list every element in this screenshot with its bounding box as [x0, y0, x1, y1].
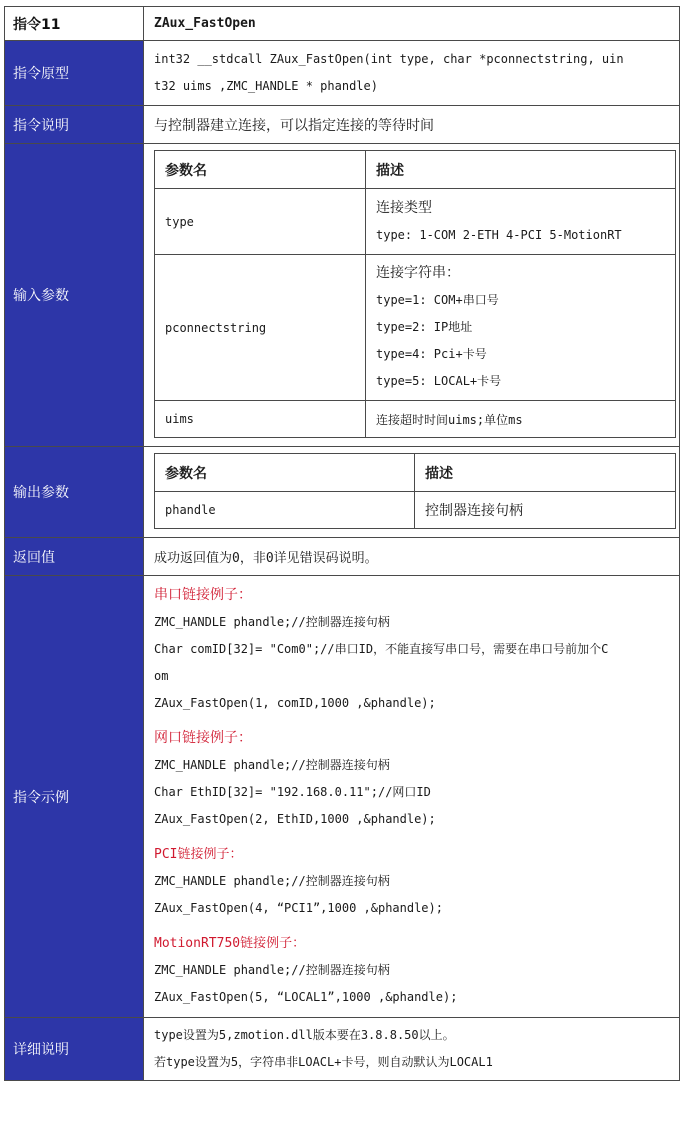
prototype-row: [5, 41, 680, 106]
example-code-line: ZMC_HANDLE phandle;//控制器连接句柄: [154, 874, 390, 888]
param-row-phandle: [155, 492, 676, 529]
input-params-label: 输入参数: [5, 144, 144, 447]
return-value-row: [5, 538, 680, 576]
param-desc-line: 连接字符串：: [376, 265, 460, 281]
param-desc-header: 描述: [366, 151, 676, 189]
output-params-header: [155, 454, 676, 492]
example-title-ethernet: 网口链接例子：: [154, 730, 252, 746]
param-name: pconnectstring: [155, 255, 366, 401]
param-desc-line: type: 1-COM 2-ETH 4-PCI 5-MotionRT: [376, 227, 622, 242]
param-desc: 控制器连接句柄: [415, 492, 676, 529]
examples-cell: [144, 576, 680, 1018]
param-row-pconnectstring: [155, 255, 676, 401]
input-params-table: [154, 150, 676, 438]
param-name: type: [155, 189, 366, 255]
param-desc: [366, 189, 676, 255]
example-code-line: Char EthID[32]= "192.168.0.11";//网口ID: [154, 785, 431, 799]
example-code-line: ZAux_FastOpen(1, comID,1000 ,&phandle);: [154, 696, 436, 710]
output-params-row: [5, 447, 680, 538]
example-title-pci: PCI链接例子：: [154, 847, 243, 862]
example-code-line: om: [154, 669, 169, 683]
example-title-motionrt: MotionRT750链接例子：: [154, 936, 306, 951]
details-cell: [144, 1018, 680, 1081]
header-label: 指令11: [5, 7, 144, 41]
example-title-serial: 串口链接例子：: [154, 587, 252, 603]
description-row: [5, 106, 680, 144]
prototype-value: [144, 41, 680, 106]
output-params-cell: [144, 447, 680, 538]
param-desc-line: type=1: COM+串口号: [376, 293, 499, 307]
details-line: 若type设置为5，字符串非LOACL+卡号，则自动默认为LOCAL1: [154, 1055, 493, 1069]
return-value-label: 返回值: [5, 538, 144, 576]
prototype-line: t32 uims ,ZMC_HANDLE * phandle): [154, 79, 378, 93]
examples-label: 指令示例: [5, 576, 144, 1018]
example-code-line: ZMC_HANDLE phandle;//控制器连接句柄: [154, 963, 390, 977]
output-params-label: 输出参数: [5, 447, 144, 538]
param-desc: [366, 255, 676, 401]
param-desc-line: 连接类型: [376, 199, 432, 216]
input-params-cell: [144, 144, 680, 447]
header-function-name: ZAux_FastOpen: [144, 7, 680, 41]
param-desc-header: 描述: [415, 454, 676, 492]
instruction-doc-table: [4, 6, 680, 1081]
param-row-uims: [155, 401, 676, 438]
example-code-line: ZAux_FastOpen(5, “LOCAL1”,1000 ,&phandle);: [154, 990, 458, 1004]
param-name-header: 参数名: [155, 151, 366, 189]
output-params-table: [154, 453, 676, 529]
details-row: [5, 1018, 680, 1081]
example-code-line: ZAux_FastOpen(2, EthID,1000 ,&phandle);: [154, 812, 436, 826]
example-code-line: Char comID[32]= "Com0";//串口ID，不能直接写串口号，需要在串口号前加个C: [154, 642, 609, 656]
param-name: uims: [155, 401, 366, 438]
input-params-row: [5, 144, 680, 447]
example-code-line: ZMC_HANDLE phandle;//控制器连接句柄: [154, 758, 390, 772]
details-line: type设置为5,zmotion.dll版本要在3.8.8.50以上。: [154, 1028, 455, 1042]
example-code-line: ZMC_HANDLE phandle;//控制器连接句柄: [154, 615, 390, 629]
input-params-header: [155, 151, 676, 189]
examples-row: [5, 576, 680, 1018]
header-row: [5, 7, 680, 41]
description-text: 与控制器建立连接，可以指定连接的等待时间: [144, 106, 680, 144]
param-desc: 连接超时时间uims;单位ms: [366, 401, 676, 438]
description-label: 指令说明: [5, 106, 144, 144]
param-desc-line: type=5: LOCAL+卡号: [376, 374, 502, 388]
param-desc-line: type=4: Pci+卡号: [376, 347, 487, 361]
prototype-label: 指令原型: [5, 41, 144, 106]
param-desc-line: type=2: IP地址: [376, 320, 473, 334]
param-row-type: [155, 189, 676, 255]
details-label: 详细说明: [5, 1018, 144, 1081]
param-name: phandle: [155, 492, 415, 529]
example-code-line: ZAux_FastOpen(4, “PCI1”,1000 ,&phandle);: [154, 901, 443, 915]
param-name-header: 参数名: [155, 454, 415, 492]
return-value-text: 成功返回值为0，非0详见错误码说明。: [144, 538, 680, 576]
prototype-line: int32 __stdcall ZAux_FastOpen(int type, char *pconnectstring, uin: [154, 52, 624, 66]
